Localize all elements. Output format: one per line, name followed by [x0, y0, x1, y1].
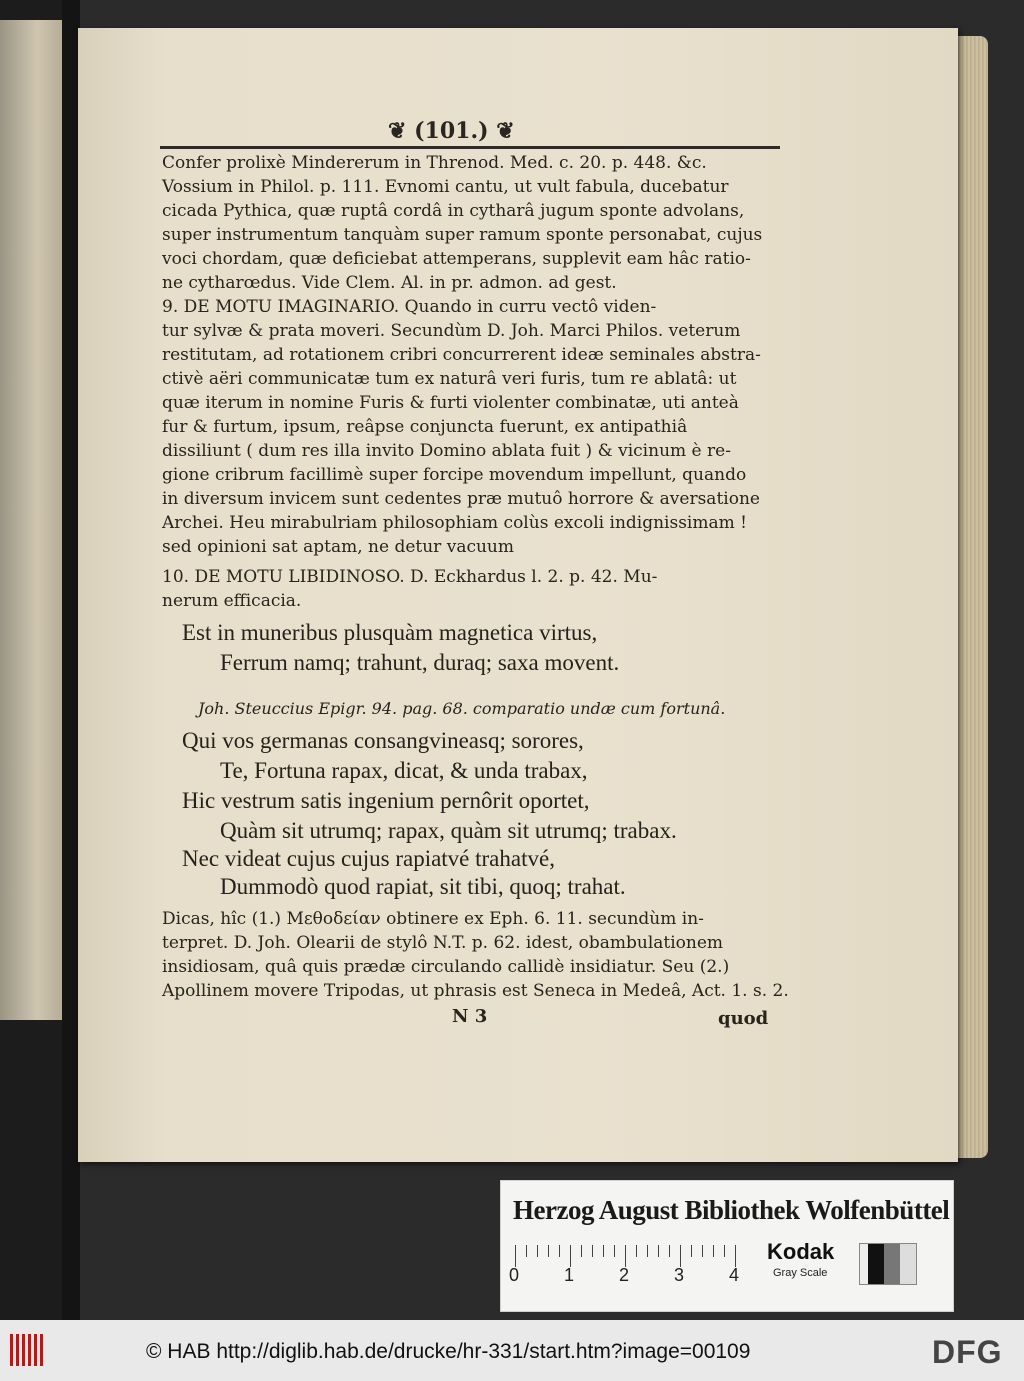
body-line: Archei. Heu mirabulriam philosophiam colùs excoli indignissimam !	[162, 513, 747, 533]
citation-line: Joh. Steuccius Epigr. 94. pag. 68. comparatio undæ cum fortunâ.	[198, 699, 726, 718]
gray-patch	[860, 1244, 868, 1284]
header-rule	[160, 146, 780, 149]
body-line: sed opinioni sat aptam, ne detur vacuum	[162, 537, 514, 557]
ruler-tick	[603, 1245, 604, 1257]
body-line: gione cribrum facillimè super forcipe movendum impellunt, quando	[162, 465, 747, 485]
gray-patch	[884, 1244, 900, 1284]
ruler-tick	[691, 1245, 692, 1257]
ruler-tick	[592, 1245, 593, 1257]
scale-ruler	[515, 1245, 747, 1267]
section-heading: 10. DE MOTU LIBIDINOSO. D. Eckhardus l. 2. p. 42. Mu-	[162, 567, 658, 587]
verse-line: Quàm sit utrumq; rapax, quàm sit utrumq; trabax.	[220, 818, 677, 843]
kodak-brand: Kodak	[767, 1239, 835, 1264]
body-line: cicada Pythica, quæ ruptâ cordâ in cytharâ jugum sponte advolans,	[162, 201, 745, 221]
ruler-tick	[669, 1245, 670, 1257]
verse-line: Nec videat cujus cujus rapiatvé trahatvé,	[182, 846, 555, 871]
scale-number: 2	[619, 1265, 630, 1285]
body-line: nerum efficacia.	[162, 591, 302, 611]
ruler-tick	[526, 1245, 527, 1257]
body-line: in diversum invicem sunt cedentes præ mutuô horrore & aversatione	[162, 489, 760, 509]
scale-number: 1	[564, 1265, 575, 1285]
scale-number: 0	[509, 1265, 520, 1285]
scale-number: 4	[729, 1265, 740, 1285]
body-line: Apollinem movere Tripodas, ut phrasis est Seneca in Medeâ, Act. 1. s. 2.	[162, 981, 789, 1001]
ruler-tick	[702, 1245, 703, 1257]
ruler-tick	[680, 1245, 681, 1267]
ruler-tick	[548, 1245, 549, 1257]
page-header	[388, 118, 515, 144]
ruler-tick	[625, 1245, 626, 1267]
body-line: restitutam, ad rotationem cribri concurrerent ideæ seminales abstra-	[162, 345, 761, 365]
ruler-tick	[515, 1245, 516, 1267]
color-target-card	[500, 1180, 954, 1312]
ruler-tick	[647, 1245, 648, 1257]
verse-line: Qui vos germanas consangvineasq; sorores,	[182, 728, 584, 753]
ruler-tick	[570, 1245, 571, 1267]
verse-line: Dummodò quod rapiat, sit tibi, quoq; trahat.	[220, 874, 626, 899]
verse-line: Te, Fortuna rapax, dicat, & unda trabax,	[220, 758, 588, 783]
gray-scale-patches	[859, 1243, 917, 1285]
library-name: Herzog August Bibliothek Wolfenbüttel	[513, 1195, 950, 1225]
section-heading: 9. DE MOTU IMAGINARIO. Quando in curru vectô viden-	[162, 297, 657, 317]
ruler-tick	[713, 1245, 714, 1257]
body-line: Confer prolixè Mindererum in Threnod. Med. c. 20. p. 448. &c.	[162, 153, 707, 173]
gray-scale-label: Gray Scale	[773, 1267, 828, 1279]
ruler-tick	[724, 1245, 725, 1257]
hab-logo-icon	[10, 1334, 46, 1366]
verse-line: Ferrum namq; trahunt, duraq; saxa movent.	[220, 650, 620, 675]
body-line: terpret. D. Joh. Olearii de stylô N.T. p. 62. idest, obambulationem	[162, 933, 724, 953]
body-line: dissiliunt ( dum res illa invito Domino ablata fuit ) & vicinum è re-	[162, 441, 731, 461]
body-line: voci chordam, quæ deficiebat attemperans, supplevit eam hâc ratio-	[162, 249, 751, 269]
body-line: ctivè aëri communicatæ tum ex naturâ veri furis, tum re ablatâ: ut	[162, 369, 737, 389]
body-line: tur sylvæ & prata moveri. Secundùm D. Joh. Marci Philos. veterum	[162, 321, 741, 341]
body-line: quæ iterum in nomine Furis & furti violenter combinatæ, uti anteà	[162, 393, 739, 413]
previous-page-edge	[0, 20, 62, 1020]
catchword: quod	[718, 1008, 769, 1029]
page-number: (101.)	[414, 118, 489, 144]
book-page	[78, 28, 958, 1162]
body-line: Vossium in Philol. p. 111. Evnomi cantu, ut vult fabula, ducebatur	[162, 177, 729, 197]
gray-patch	[900, 1244, 916, 1284]
dfg-logo: DFG	[932, 1334, 1003, 1370]
body-line: super instrumentum tanquàm super ramum sponte personabat, cujus	[162, 225, 763, 245]
ruler-tick	[537, 1245, 538, 1257]
ornament-left-icon: ❦	[388, 118, 407, 144]
body-line: ne cytharœdus. Vide Clem. Al. in pr. admon. ad gest.	[162, 273, 617, 293]
footer-bar	[0, 1320, 1024, 1381]
ruler-tick	[581, 1245, 582, 1257]
verse-line: Hic vestrum satis ingenium pernôrit oportet,	[182, 788, 590, 813]
ruler-tick	[735, 1245, 736, 1267]
ruler-tick	[636, 1245, 637, 1257]
verse-line: Est in muneribus plusquàm magnetica virtus,	[182, 620, 598, 645]
gray-patch	[868, 1244, 884, 1284]
signature-mark: N 3	[452, 1006, 488, 1027]
ruler-tick	[658, 1245, 659, 1257]
ruler-tick	[614, 1245, 615, 1257]
body-line: Dicas, hîc (1.) Μεθοδείαν obtinere ex Eph. 6. 11. secundùm in-	[162, 909, 704, 929]
body-line: fur & furtum, ipsum, reâpse conjuncta fuerunt, ex antipathiâ	[162, 417, 688, 437]
scale-number: 3	[674, 1265, 685, 1285]
body-line: insidiosam, quâ quis prædæ circulando callidè insidiatur. Seu (2.)	[162, 957, 730, 977]
copyright-link[interactable]: © HAB http://diglib.hab.de/drucke/hr-331/start.htm?image=00109	[146, 1340, 751, 1363]
ruler-tick	[559, 1245, 560, 1257]
ornament-right-icon: ❦	[496, 118, 515, 144]
